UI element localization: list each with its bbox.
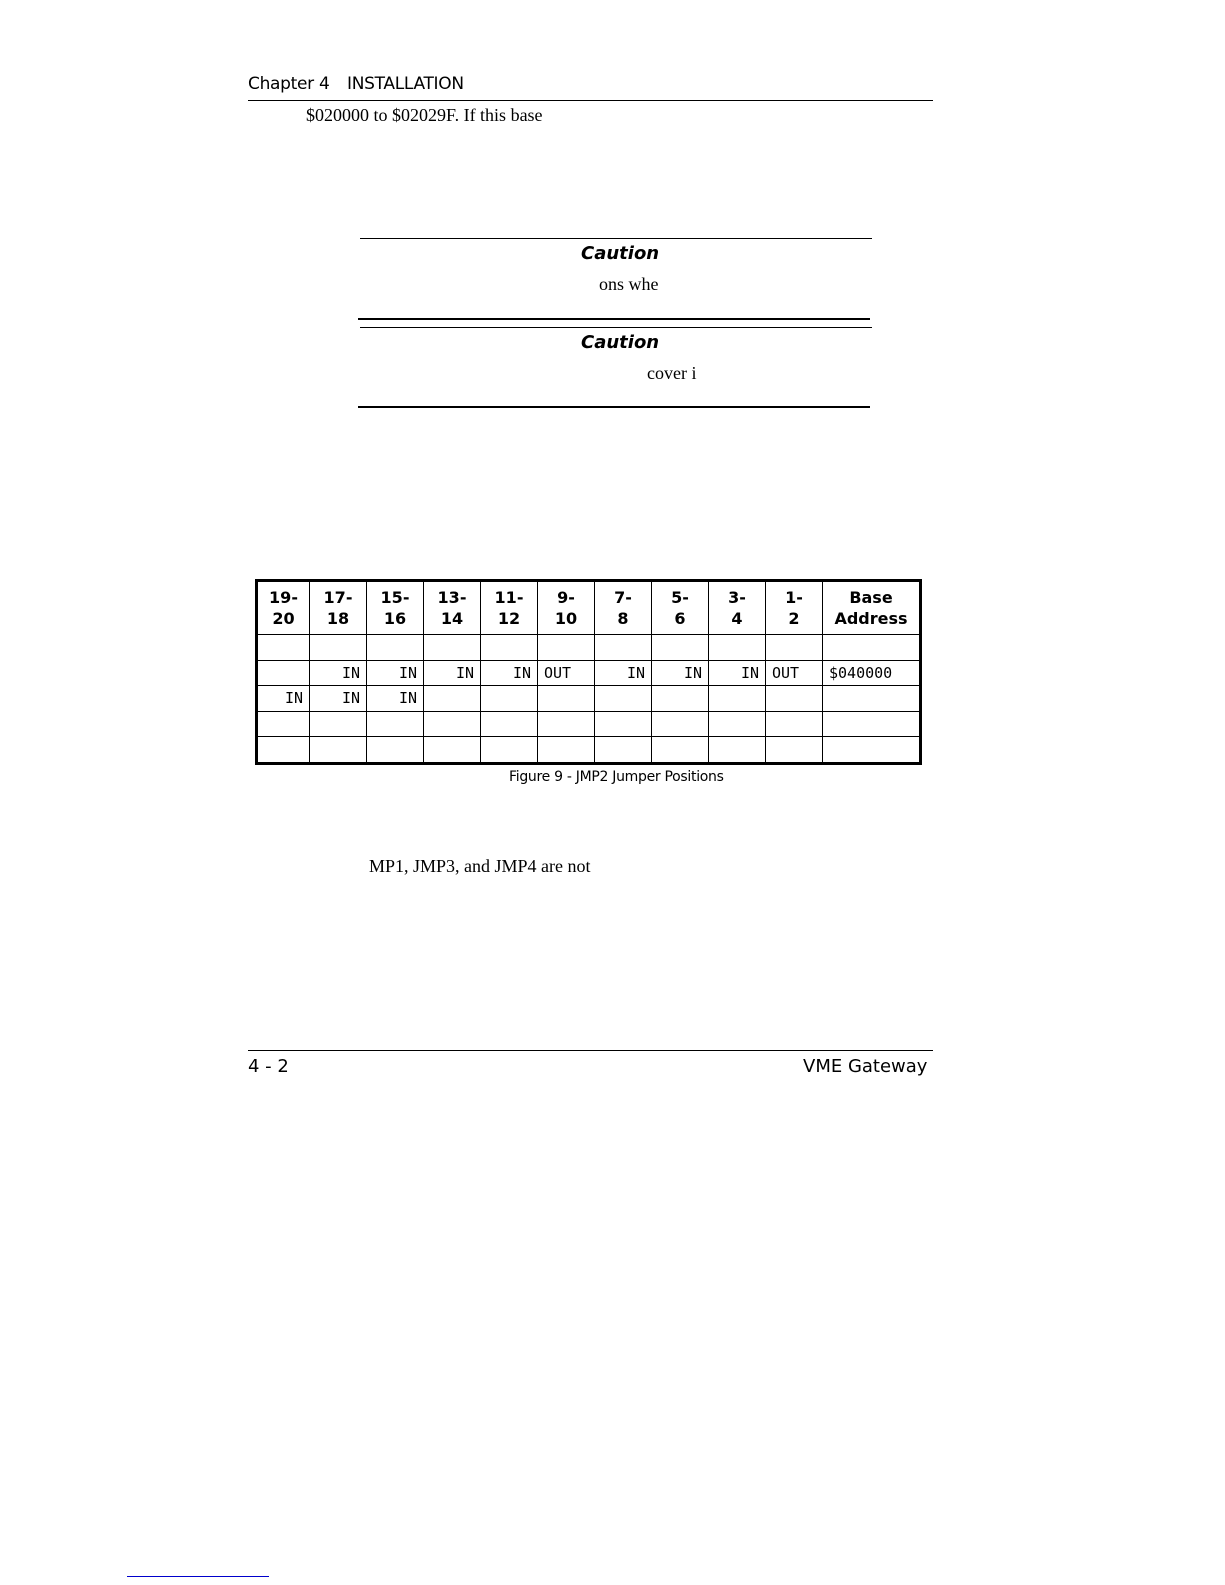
table-cell bbox=[538, 686, 595, 712]
table-cell bbox=[538, 711, 595, 737]
table-cell bbox=[823, 737, 921, 764]
table-cell bbox=[538, 737, 595, 764]
table-cell bbox=[424, 686, 481, 712]
body-text-fragment: MP1, JMP3, and JMP4 are not bbox=[369, 856, 591, 876]
table-cell bbox=[481, 711, 538, 737]
body-text-fragment: $020000 to $02029F. If this base bbox=[306, 105, 543, 125]
footer-product-name: VME Gateway bbox=[803, 1056, 928, 1077]
caution-title: Caution bbox=[581, 243, 660, 264]
table-cell: OUT bbox=[766, 660, 823, 686]
table-cell bbox=[766, 686, 823, 712]
table-cell bbox=[367, 737, 424, 764]
table-cell bbox=[538, 635, 595, 661]
table-cell bbox=[766, 711, 823, 737]
table-cell bbox=[595, 711, 652, 737]
caution-top-rule bbox=[360, 238, 872, 239]
header-rule bbox=[248, 100, 933, 101]
table-cell: IN bbox=[310, 660, 367, 686]
table-cell bbox=[709, 686, 766, 712]
table-cell bbox=[766, 737, 823, 764]
table-cell: IN bbox=[257, 686, 310, 712]
table-cell: IN bbox=[367, 686, 424, 712]
table-cell bbox=[424, 711, 481, 737]
table-header-row bbox=[257, 581, 921, 635]
table-cell bbox=[481, 686, 538, 712]
header-section-title: INSTALLATION bbox=[347, 74, 464, 94]
caution-bottom-rule bbox=[358, 406, 870, 408]
column-header-base-address: Base Address bbox=[823, 581, 921, 635]
table-row bbox=[257, 660, 921, 686]
link-underline bbox=[127, 1576, 269, 1577]
table-cell bbox=[823, 686, 921, 712]
table-cell: IN bbox=[481, 660, 538, 686]
table-cell bbox=[595, 635, 652, 661]
table-cell bbox=[652, 711, 709, 737]
table-cell: OUT bbox=[538, 660, 595, 686]
table-cell bbox=[823, 711, 921, 737]
caution-top-rule bbox=[360, 327, 872, 328]
table-cell: IN bbox=[310, 686, 367, 712]
caution-text-fragment: ons whe bbox=[599, 274, 659, 294]
table-cell: IN bbox=[595, 660, 652, 686]
table-row bbox=[257, 635, 921, 661]
table-cell: IN bbox=[709, 660, 766, 686]
table-cell: $040000 bbox=[823, 660, 921, 686]
table-cell bbox=[481, 737, 538, 764]
caution-bottom-rule bbox=[358, 318, 870, 320]
table-cell bbox=[709, 635, 766, 661]
table-cell bbox=[823, 635, 921, 661]
caution-text-fragment: cover i bbox=[647, 363, 697, 383]
table-cell: IN bbox=[367, 660, 424, 686]
column-header: 3- 4 bbox=[709, 581, 766, 635]
table-cell bbox=[257, 635, 310, 661]
table-cell bbox=[424, 737, 481, 764]
table-cell: IN bbox=[424, 660, 481, 686]
column-header: 1- 2 bbox=[766, 581, 823, 635]
column-header: 17- 18 bbox=[310, 581, 367, 635]
column-header: 13- 14 bbox=[424, 581, 481, 635]
column-header: 15- 16 bbox=[367, 581, 424, 635]
column-header: 19- 20 bbox=[257, 581, 310, 635]
footer-page-number: 4 - 2 bbox=[248, 1056, 289, 1077]
table-cell: IN bbox=[652, 660, 709, 686]
footer-rule bbox=[248, 1050, 933, 1051]
table-cell bbox=[310, 635, 367, 661]
table-cell bbox=[709, 711, 766, 737]
jumper-table bbox=[255, 579, 922, 765]
table-cell bbox=[257, 711, 310, 737]
table-cell bbox=[257, 660, 310, 686]
table-cell bbox=[310, 737, 367, 764]
table-cell bbox=[367, 711, 424, 737]
table-row bbox=[257, 737, 921, 764]
caution-title: Caution bbox=[581, 332, 660, 353]
figure-caption: Figure 9 - JMP2 Jumper Positions bbox=[509, 769, 724, 785]
table-cell bbox=[709, 737, 766, 764]
table-cell bbox=[595, 737, 652, 764]
table-cell bbox=[257, 737, 310, 764]
table-cell bbox=[367, 635, 424, 661]
column-header: 9- 10 bbox=[538, 581, 595, 635]
table-cell bbox=[310, 711, 367, 737]
table-cell bbox=[652, 686, 709, 712]
table-cell bbox=[766, 635, 823, 661]
table-row bbox=[257, 686, 921, 712]
table-cell bbox=[424, 635, 481, 661]
table-row bbox=[257, 711, 921, 737]
table-cell bbox=[481, 635, 538, 661]
table-cell bbox=[652, 737, 709, 764]
table-cell bbox=[595, 686, 652, 712]
column-header: 7- 8 bbox=[595, 581, 652, 635]
column-header: 5- 6 bbox=[652, 581, 709, 635]
column-header: 11- 12 bbox=[481, 581, 538, 635]
table-cell bbox=[652, 635, 709, 661]
header-chapter: Chapter 4 bbox=[248, 74, 330, 94]
